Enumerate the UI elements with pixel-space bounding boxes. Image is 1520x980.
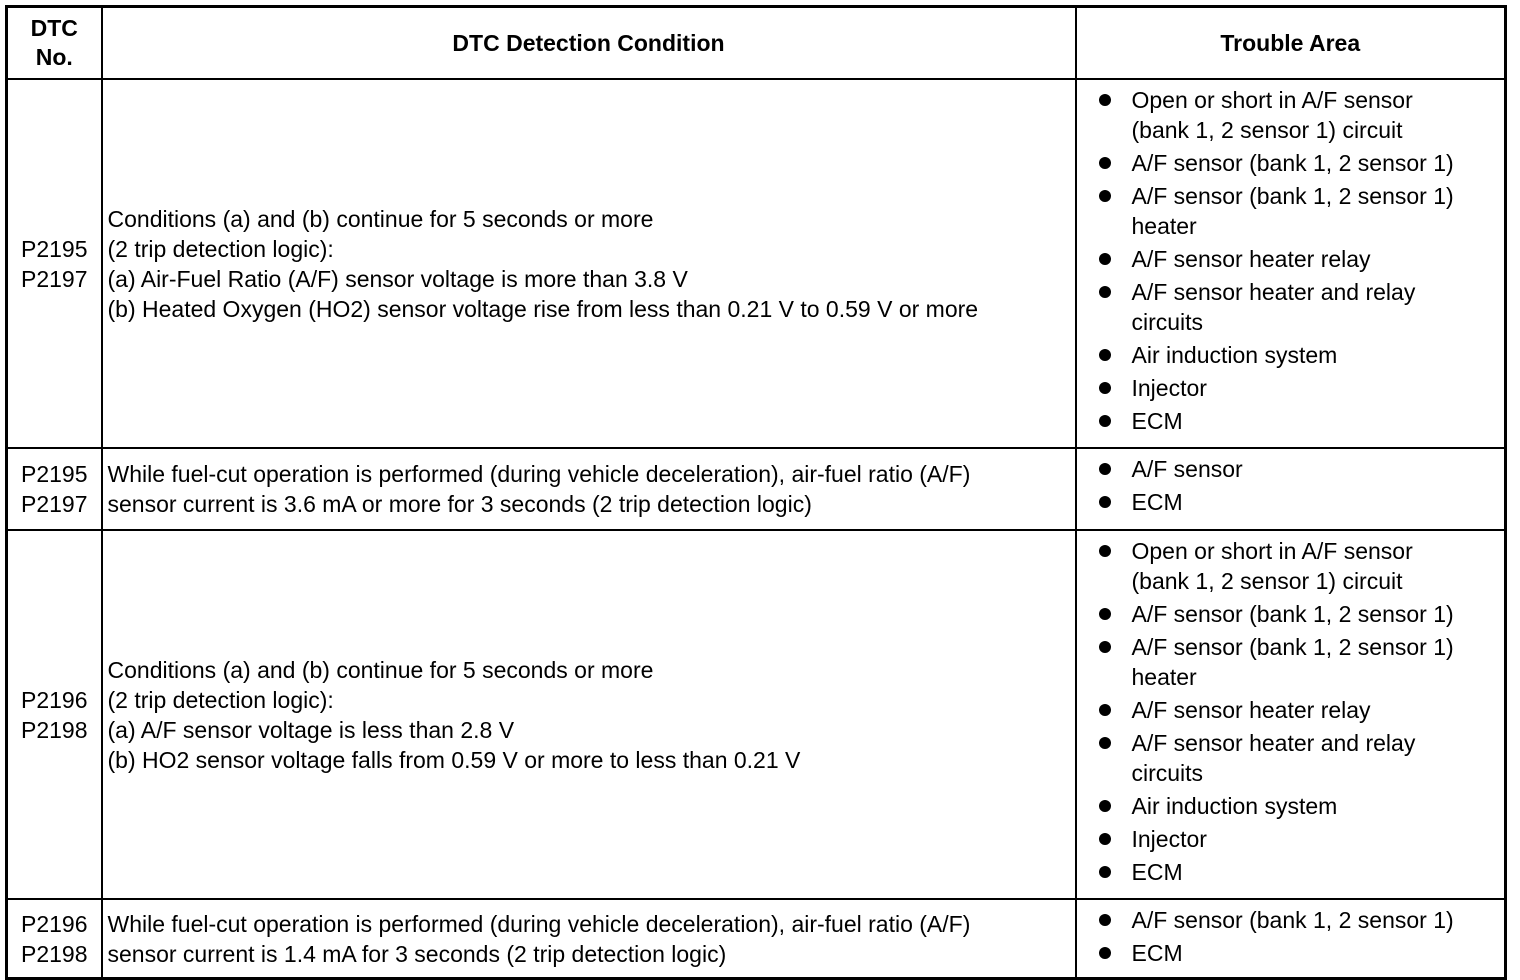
condition-line: Conditions (a) and (b) continue for 5 seconds or more (107, 205, 654, 232)
list-item (1099, 454, 1497, 484)
trouble-area-text: A/F sensor (bank 1, 2 sensor 1) (1131, 907, 1454, 933)
dtc-code: P2196 (20, 686, 88, 713)
bullet-icon (1099, 608, 1111, 620)
trouble-area-text: A/F sensor heater and relay (1131, 730, 1416, 756)
trouble-area-text: ECM (1131, 940, 1183, 966)
bullet-icon (1099, 800, 1111, 812)
bullet-icon (1099, 286, 1111, 298)
detection-condition-cell (102, 899, 1076, 979)
list-item (1099, 632, 1497, 692)
bullet-icon (1099, 737, 1111, 749)
list-item (1099, 244, 1497, 274)
list-item (1099, 905, 1497, 935)
list-item (1099, 373, 1497, 403)
bullet-icon (1099, 415, 1111, 427)
trouble-area-text: A/F sensor heater relay (1131, 697, 1371, 723)
bullet-icon (1099, 463, 1111, 475)
trouble-area-text: A/F sensor (bank 1, 2 sensor 1) (1131, 183, 1454, 209)
table-row (7, 899, 1506, 979)
condition-line: While fuel-cut operation is performed (during vehicle deceleration), air-fuel ratio (A/F) (107, 461, 971, 487)
table-row (7, 448, 1506, 530)
table-body (7, 79, 1506, 979)
detection-condition-cell (102, 530, 1076, 899)
dtc-code: P2195 (20, 235, 88, 262)
list-item (1099, 406, 1497, 436)
bullet-icon (1099, 157, 1111, 169)
condition-line: (2 trip detection logic): (107, 686, 334, 713)
trouble-area-text: A/F sensor (bank 1, 2 sensor 1) (1131, 634, 1454, 660)
table-row (7, 530, 1506, 899)
trouble-area-text: Open or short in A/F sensor (1131, 538, 1413, 564)
bullet-icon (1099, 947, 1111, 959)
dtc-code: P2197 (20, 491, 88, 517)
detection-condition-cell (102, 448, 1076, 530)
list-item (1099, 728, 1497, 788)
dtc-code: P2198 (20, 940, 88, 967)
bullet-icon (1099, 94, 1111, 106)
list-item (1099, 938, 1497, 968)
trouble-area-text: (bank 1, 2 sensor 1) circuit (1131, 117, 1403, 143)
condition-line: sensor current is 3.6 mA or more for 3 seconds (2 trip detection logic) (107, 491, 812, 517)
bullet-icon (1099, 382, 1111, 394)
list-item (1099, 148, 1497, 178)
condition-line: While fuel-cut operation is performed (during vehicle deceleration), air-fuel ratio (A/F) (107, 910, 971, 937)
trouble-area-text: circuits (1131, 760, 1204, 786)
header-row (7, 7, 1506, 80)
dtc-table (5, 5, 1507, 980)
dtc-code: P2198 (20, 716, 88, 743)
list-item (1099, 599, 1497, 629)
trouble-area-text: Open or short in A/F sensor (1131, 87, 1413, 113)
bullet-icon (1099, 641, 1111, 653)
bullet-icon (1099, 914, 1111, 926)
dtc-code-cell (7, 899, 102, 979)
condition-line: (b) HO2 sensor voltage falls from 0.59 V or more to less than 0.21 V (107, 746, 801, 773)
trouble-area-cell (1076, 530, 1506, 899)
trouble-area-text: A/F sensor (bank 1, 2 sensor 1) (1131, 601, 1454, 627)
trouble-area-text: Air induction system (1131, 793, 1338, 819)
condition-line: sensor current is 1.4 mA for 3 seconds (2 trip detection logic) (107, 940, 727, 967)
bullet-icon (1099, 190, 1111, 202)
list-item (1099, 536, 1497, 596)
bullet-icon (1099, 833, 1111, 845)
trouble-area-text: Injector (1131, 826, 1207, 852)
trouble-area-text: A/F sensor heater and relay (1131, 279, 1416, 305)
bullet-icon (1099, 253, 1111, 265)
condition-line: (b) Heated Oxygen (HO2) sensor voltage rise from less than 0.21 V to 0.59 V or more (107, 295, 979, 322)
dtc-code-cell (7, 448, 102, 530)
list-item (1099, 791, 1497, 821)
condition-line: (2 trip detection logic): (107, 235, 334, 262)
list-item (1099, 181, 1497, 241)
trouble-area-text: ECM (1131, 408, 1183, 434)
trouble-area-cell (1076, 899, 1506, 979)
table-row (7, 79, 1506, 448)
trouble-area-cell (1076, 79, 1506, 448)
dtc-code: P2197 (20, 265, 88, 292)
header-condition: DTC Detection Condition (102, 7, 1076, 80)
trouble-area-text: A/F sensor heater relay (1131, 246, 1371, 272)
list-item (1099, 695, 1497, 725)
trouble-area-text: A/F sensor (bank 1, 2 sensor 1) (1131, 150, 1454, 176)
trouble-area-list (1099, 905, 1497, 968)
condition-line: (a) Air-Fuel Ratio (A/F) sensor voltage is more than 3.8 V (107, 265, 688, 292)
trouble-area-cell (1076, 448, 1506, 530)
list-item (1099, 487, 1497, 517)
header-dtc-no-line1: DTC (30, 15, 78, 41)
dtc-code: P2196 (20, 910, 88, 937)
bullet-icon (1099, 704, 1111, 716)
header-trouble-area: Trouble Area (1076, 7, 1506, 80)
trouble-area-list (1099, 454, 1497, 517)
list-item (1099, 277, 1497, 337)
trouble-area-text: heater (1131, 664, 1197, 690)
bullet-icon (1099, 866, 1111, 878)
trouble-area-list (1099, 85, 1497, 436)
detection-condition-cell (102, 79, 1076, 448)
bullet-icon (1099, 496, 1111, 508)
list-item (1099, 340, 1497, 370)
trouble-area-text: Injector (1131, 375, 1207, 401)
trouble-area-text: Air induction system (1131, 342, 1338, 368)
dtc-code-cell (7, 530, 102, 899)
trouble-area-list (1099, 536, 1497, 887)
header-dtc-no-line2: No. (35, 44, 73, 70)
header-dtc-no (7, 7, 102, 80)
list-item (1099, 857, 1497, 887)
trouble-area-text: circuits (1131, 309, 1204, 335)
trouble-area-text: ECM (1131, 489, 1183, 515)
condition-line: (a) A/F sensor voltage is less than 2.8 V (107, 716, 515, 743)
bullet-icon (1099, 349, 1111, 361)
bullet-icon (1099, 545, 1111, 557)
trouble-area-text: ECM (1131, 859, 1183, 885)
trouble-area-text: A/F sensor (1131, 456, 1243, 482)
condition-line: Conditions (a) and (b) continue for 5 seconds or more (107, 656, 654, 683)
list-item (1099, 824, 1497, 854)
dtc-code-cell (7, 79, 102, 448)
table-header (7, 7, 1506, 80)
trouble-area-text: heater (1131, 213, 1197, 239)
list-item (1099, 85, 1497, 145)
trouble-area-text: (bank 1, 2 sensor 1) circuit (1131, 568, 1403, 594)
dtc-code: P2195 (20, 461, 88, 487)
